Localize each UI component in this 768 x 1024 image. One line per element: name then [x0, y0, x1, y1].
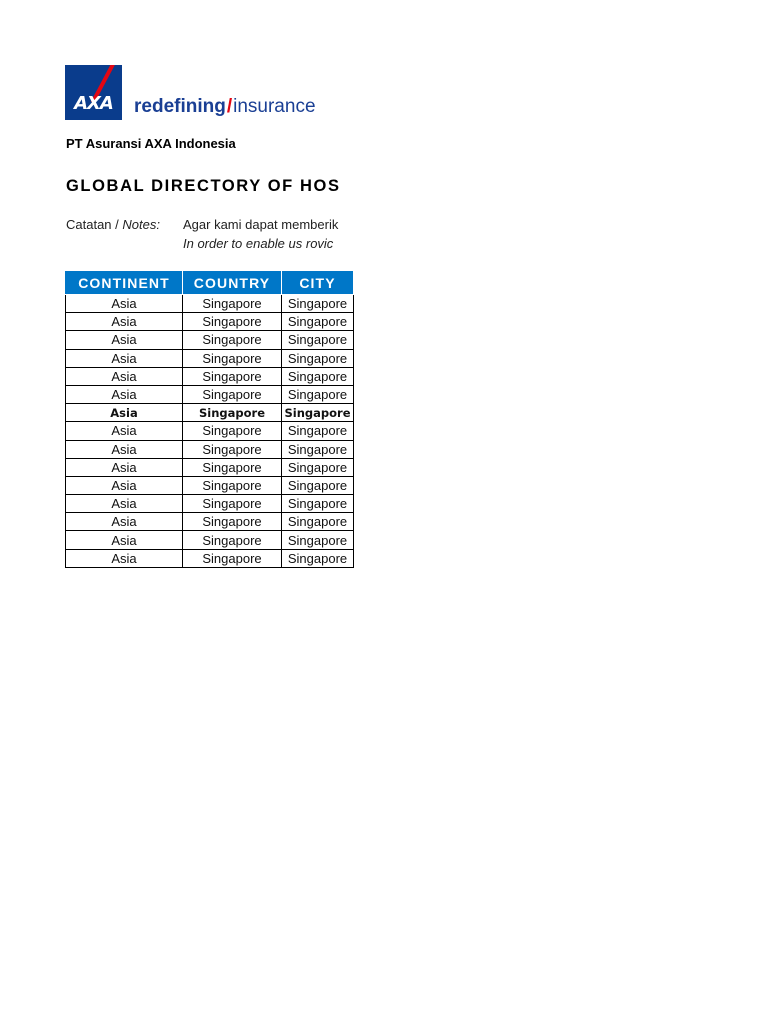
- logo-text: AXA: [74, 93, 113, 114]
- cell-continent: Asia: [66, 495, 183, 513]
- cell-hidden: [354, 367, 355, 385]
- tagline-light: insurance: [233, 96, 316, 117]
- cell-continent: Asia: [66, 549, 183, 567]
- table-row: [66, 531, 355, 549]
- cell-continent: Asia: [66, 440, 183, 458]
- cell-country: Singapore: [183, 440, 282, 458]
- cell-city: Singapore: [282, 495, 354, 513]
- header-continent: CONTINENT: [66, 271, 183, 295]
- cell-city: Singapore: [282, 458, 354, 476]
- document-content: [0, 0, 354, 1024]
- table-row: [66, 422, 355, 440]
- header-hidden: [354, 271, 355, 295]
- cell-city: Singapore: [282, 513, 354, 531]
- cell-continent: Asia: [66, 476, 183, 494]
- cell-continent: Asia: [66, 404, 183, 422]
- document-title: GLOBAL DIRECTORY OF HOS: [66, 177, 341, 195]
- table-row: [66, 349, 355, 367]
- notes-text-indonesian: Agar kami dapat memberik: [183, 217, 339, 232]
- company-name: PT Asuransi AXA Indonesia: [66, 136, 236, 151]
- table-row: [66, 331, 355, 349]
- tagline-separator: /: [226, 96, 233, 117]
- table-row: [66, 404, 355, 422]
- header-country: COUNTRY: [183, 271, 282, 295]
- cell-country: Singapore: [183, 458, 282, 476]
- table-row: [66, 313, 355, 331]
- table-row: [66, 458, 355, 476]
- cell-continent: Asia: [66, 367, 183, 385]
- table-row: [66, 476, 355, 494]
- cell-hidden: [354, 549, 355, 567]
- cell-country: Singapore: [183, 367, 282, 385]
- notes-text-english: In order to enable us rovic: [183, 236, 334, 251]
- cell-country: Singapore: [183, 513, 282, 531]
- cell-hidden: [354, 458, 355, 476]
- cell-hidden: [354, 476, 355, 494]
- table-row: [66, 295, 355, 313]
- cell-country: Singapore: [183, 404, 282, 422]
- cell-continent: Asia: [66, 513, 183, 531]
- notes-label: [66, 217, 160, 232]
- directory-table: [65, 270, 354, 568]
- cell-hidden: [354, 331, 355, 349]
- cell-city: Singapore: [282, 367, 354, 385]
- cell-city: Singapore: [282, 549, 354, 567]
- cell-country: Singapore: [183, 331, 282, 349]
- cell-city: Singapore: [282, 349, 354, 367]
- cell-country: Singapore: [183, 349, 282, 367]
- cell-city: Singapore: [282, 531, 354, 549]
- tagline-bold: redefining: [134, 96, 226, 117]
- cell-country: Singapore: [183, 495, 282, 513]
- header-city: CITY: [282, 271, 354, 295]
- cell-city: Singapore: [282, 476, 354, 494]
- cell-hidden: [354, 295, 355, 313]
- notes-label-en: Notes:: [122, 217, 160, 232]
- cell-city: Singapore: [282, 422, 354, 440]
- cell-continent: Asia: [66, 349, 183, 367]
- cell-hidden: [354, 422, 355, 440]
- cell-city: Singapore: [282, 295, 354, 313]
- cell-country: Singapore: [183, 295, 282, 313]
- table-header-row: [66, 271, 355, 295]
- cell-city: Singapore: [282, 404, 354, 422]
- cell-hidden: [354, 513, 355, 531]
- table-row: [66, 385, 355, 403]
- cell-hidden: [354, 385, 355, 403]
- table-row: [66, 367, 355, 385]
- cell-hidden: [354, 495, 355, 513]
- cell-country: Singapore: [183, 476, 282, 494]
- cell-continent: Asia: [66, 313, 183, 331]
- cell-city: Singapore: [282, 385, 354, 403]
- cell-city: Singapore: [282, 331, 354, 349]
- cell-country: Singapore: [183, 385, 282, 403]
- table-row: [66, 513, 355, 531]
- cell-country: Singapore: [183, 313, 282, 331]
- cell-continent: Asia: [66, 331, 183, 349]
- cell-continent: Asia: [66, 422, 183, 440]
- cell-continent: Asia: [66, 295, 183, 313]
- cell-hidden: [354, 313, 355, 331]
- cell-country: Singapore: [183, 422, 282, 440]
- table-row: [66, 440, 355, 458]
- cell-country: Singapore: [183, 549, 282, 567]
- table-row: [66, 549, 355, 567]
- cell-hidden: [354, 531, 355, 549]
- cell-hidden: [354, 349, 355, 367]
- cell-city: Singapore: [282, 440, 354, 458]
- cell-city: Singapore: [282, 313, 354, 331]
- cell-continent: Asia: [66, 458, 183, 476]
- cell-hidden: [354, 404, 355, 422]
- cell-continent: Asia: [66, 531, 183, 549]
- cell-country: Singapore: [183, 531, 282, 549]
- cell-hidden: [354, 440, 355, 458]
- notes-label-id: Catatan /: [66, 217, 119, 232]
- cell-continent: Asia: [66, 385, 183, 403]
- table-row: [66, 495, 355, 513]
